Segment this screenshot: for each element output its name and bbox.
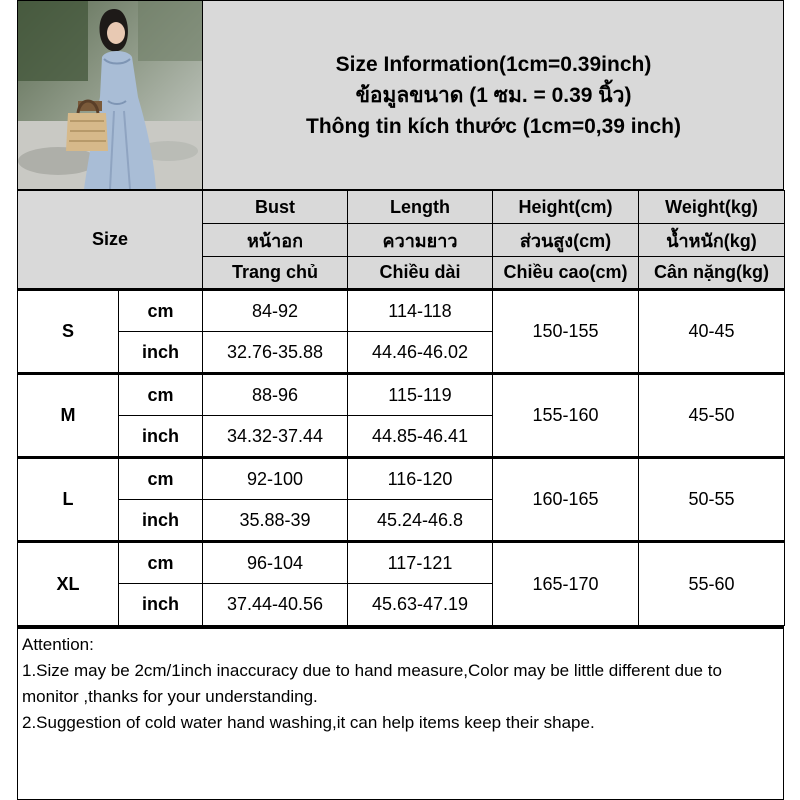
weight-value: 50-55 bbox=[639, 458, 785, 542]
table-row bbox=[18, 458, 785, 500]
table-row bbox=[18, 542, 785, 584]
unit-cm: cm bbox=[119, 458, 203, 500]
length-inch: 44.46-46.02 bbox=[348, 332, 493, 374]
unit-inch: inch bbox=[119, 416, 203, 458]
length-cm: 115-119 bbox=[348, 374, 493, 416]
attention-heading: Attention: bbox=[22, 635, 94, 654]
weight-header-en: Weight(kg) bbox=[639, 191, 785, 224]
height-header-vi: Chiều cao(cm) bbox=[493, 257, 639, 290]
bust-inch: 34.32-37.44 bbox=[203, 416, 348, 458]
length-cm: 116-120 bbox=[348, 458, 493, 500]
size-column-header: Size bbox=[18, 191, 203, 290]
length-header-th: ความยาว bbox=[348, 224, 493, 257]
title-english: Size Information(1cm=0.39inch) bbox=[335, 52, 652, 76]
height-header-en: Height(cm) bbox=[493, 191, 639, 224]
length-header-en: Length bbox=[348, 191, 493, 224]
weight-header-vi: Cân nặng(kg) bbox=[639, 257, 785, 290]
model-photo-icon bbox=[18, 1, 203, 189]
length-inch: 45.63-47.19 bbox=[348, 584, 493, 626]
size-label-s: S bbox=[18, 290, 119, 374]
unit-inch: inch bbox=[119, 584, 203, 626]
height-value: 155-160 bbox=[493, 374, 639, 458]
bust-header-th: หน้าอก bbox=[203, 224, 348, 257]
bust-cm: 84-92 bbox=[203, 290, 348, 332]
title-vietnamese: Thông tin kích thước (1cm=0,39 inch) bbox=[306, 114, 681, 138]
title-thai: ข้อมูลขนาด (1 ซม. = 0.39 นิ้ว) bbox=[355, 83, 632, 107]
size-label-l: L bbox=[18, 458, 119, 542]
bust-cm: 96-104 bbox=[203, 542, 348, 584]
header bbox=[17, 0, 784, 190]
model-photo bbox=[18, 1, 203, 189]
unit-cm: cm bbox=[119, 542, 203, 584]
size-table bbox=[17, 190, 785, 626]
length-cm: 114-118 bbox=[348, 290, 493, 332]
unit-cm: cm bbox=[119, 374, 203, 416]
bust-inch: 37.44-40.56 bbox=[203, 584, 348, 626]
length-inch: 44.85-46.41 bbox=[348, 416, 493, 458]
bust-inch: 32.76-35.88 bbox=[203, 332, 348, 374]
size-label-xl: XL bbox=[18, 542, 119, 626]
bust-header-en: Bust bbox=[203, 191, 348, 224]
size-chart-sheet bbox=[17, 0, 784, 800]
unit-inch: inch bbox=[119, 332, 203, 374]
weight-value: 45-50 bbox=[639, 374, 785, 458]
title-block bbox=[204, 1, 783, 189]
bust-cm: 92-100 bbox=[203, 458, 348, 500]
bust-header-vi: Trang chủ bbox=[203, 257, 348, 290]
height-value: 160-165 bbox=[493, 458, 639, 542]
header-row-en bbox=[18, 191, 785, 224]
size-label-m: M bbox=[18, 374, 119, 458]
bust-inch: 35.88-39 bbox=[203, 500, 348, 542]
table-row bbox=[18, 374, 785, 416]
unit-inch: inch bbox=[119, 500, 203, 542]
height-header-th: ส่วนสูง(cm) bbox=[493, 224, 639, 257]
note-washing: 2.Suggestion of cold water hand washing,it can help items keep their shape. bbox=[22, 713, 595, 732]
weight-header-th: น้ำหนัก(kg) bbox=[639, 224, 785, 257]
weight-value: 55-60 bbox=[639, 542, 785, 626]
length-inch: 45.24-46.8 bbox=[348, 500, 493, 542]
unit-cm: cm bbox=[119, 290, 203, 332]
attention-notes bbox=[17, 626, 784, 800]
weight-value: 40-45 bbox=[639, 290, 785, 374]
bust-cm: 88-96 bbox=[203, 374, 348, 416]
note-measurement: 1.Size may be 2cm/1inch inaccuracy due to hand measure,Color may be little different due to monitor ,thanks for your understanding. bbox=[22, 661, 722, 706]
length-header-vi: Chiều dài bbox=[348, 257, 493, 290]
table-row bbox=[18, 290, 785, 332]
length-cm: 117-121 bbox=[348, 542, 493, 584]
height-value: 165-170 bbox=[493, 542, 639, 626]
height-value: 150-155 bbox=[493, 290, 639, 374]
